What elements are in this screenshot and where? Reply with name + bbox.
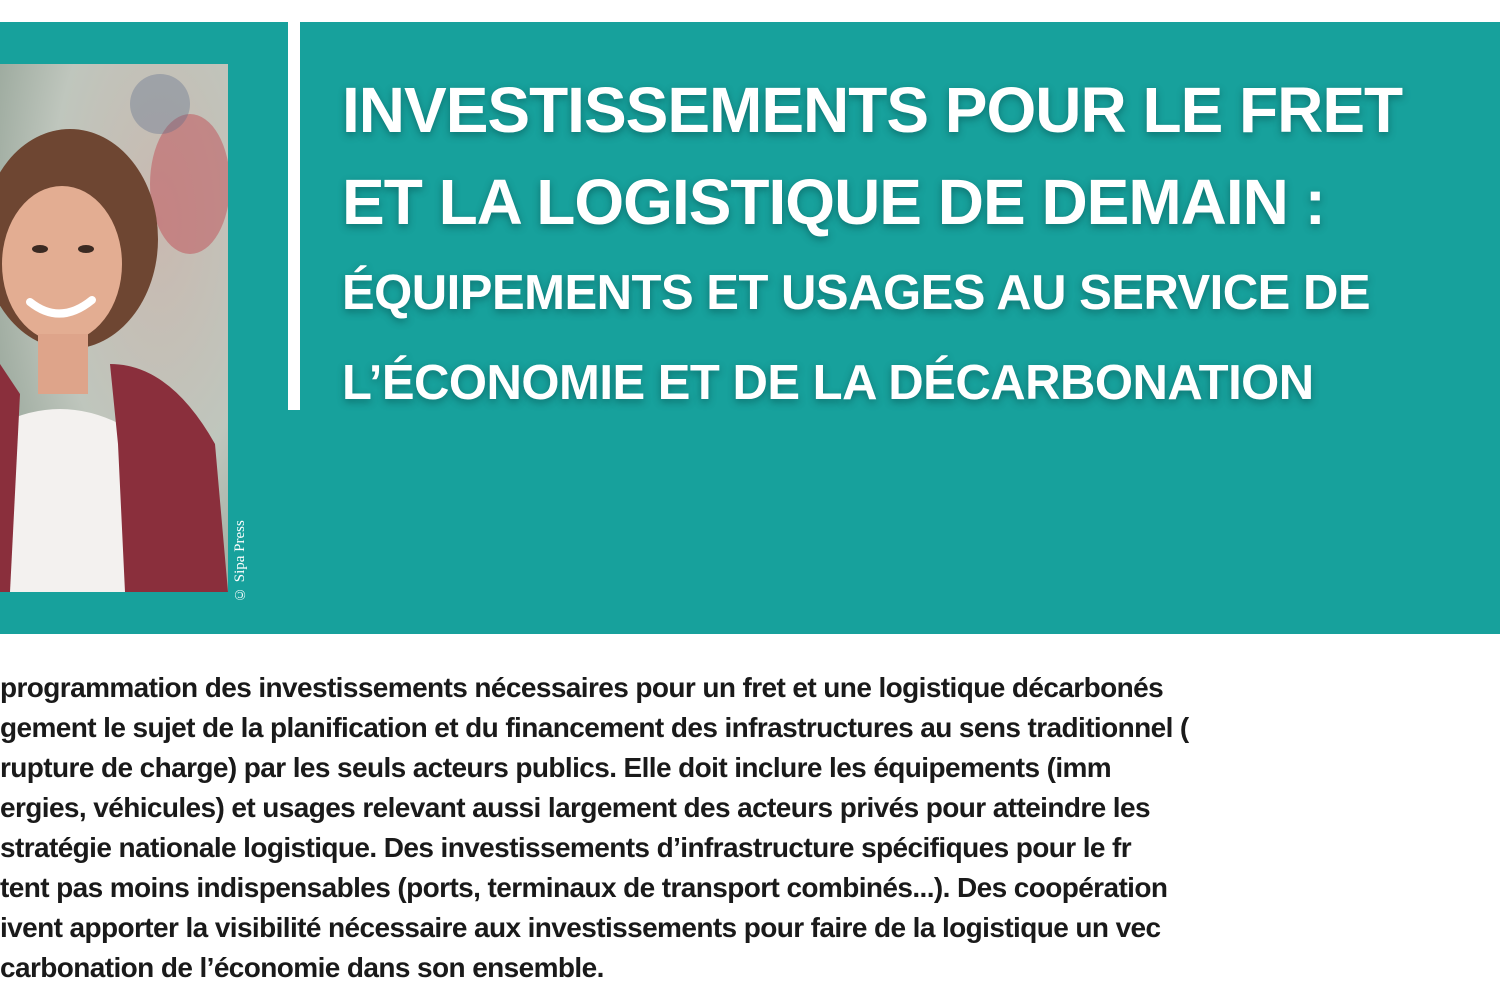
subtitle-line-2: L’ÉCONOMIE ET DE LA DÉCARBONATION xyxy=(342,356,1314,410)
paragraph-line: rupture de charge) par les seuls acteurs publics. Elle doit inclure les équipements (imm xyxy=(0,752,1112,783)
paragraph-line: stratégie nationale logistique. Des investissements d’infrastructure spécifiques pour le fr xyxy=(0,832,1132,863)
paragraph-line: programmation des investissements nécessaires pour un fret et une logistique décarbonés xyxy=(0,672,1164,703)
header-banner xyxy=(0,22,1500,634)
title-line-1: INVESTISSEMENTS POUR LE FRET xyxy=(342,74,1403,146)
title-line-2: ET LA LOGISTIQUE DE DEMAIN : xyxy=(342,166,1325,238)
paragraph-line: carbonation de l’économie dans son ensemble. xyxy=(0,952,604,983)
article-lead-paragraph xyxy=(0,668,1500,1000)
author-portrait xyxy=(0,64,228,592)
paragraph-line: ivent apporter la visibilité nécessaire aux investissements pour faire de la logistique un vec xyxy=(0,912,1161,943)
portrait-illustration xyxy=(0,64,228,592)
paragraph-line: gement le sujet de la planification et du financement des infrastructures au sens traditionnel ( xyxy=(0,712,1189,743)
vertical-divider xyxy=(288,22,300,410)
paragraph-line: ergies, véhicules) et usages relevant aussi largement des acteurs privés pour atteindre les xyxy=(0,792,1150,823)
paragraph-line: tent pas moins indispensables (ports, terminaux de transport combinés...). Des coopération xyxy=(0,872,1168,903)
subtitle-line-1: ÉQUIPEMENTS ET USAGES AU SERVICE DE xyxy=(342,266,1371,320)
photo-credit: © Sipa Press xyxy=(232,520,248,602)
article-title xyxy=(342,64,1500,428)
